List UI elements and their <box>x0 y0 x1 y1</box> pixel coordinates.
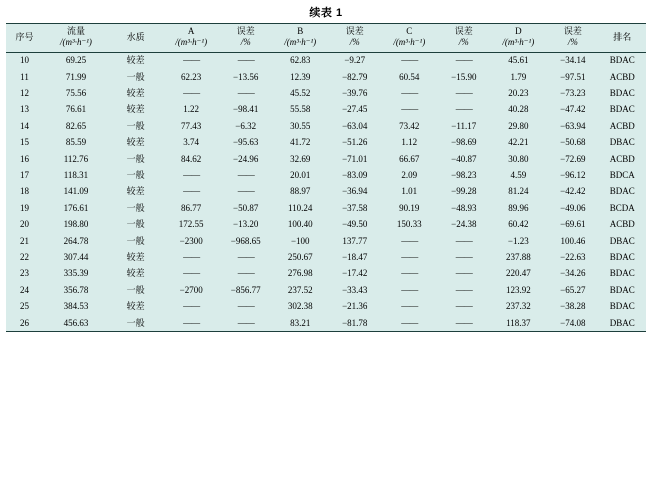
cell-water-quality: 一般 <box>126 120 145 131</box>
cell-rank: BDAC <box>609 284 635 295</box>
header-top-line: D <box>515 26 522 36</box>
cell-a: −2700 <box>179 284 203 295</box>
cell-flow: 198.80 <box>63 219 89 230</box>
cell-water-quality: 较差 <box>126 251 145 262</box>
cell-error-b: −9.27 <box>344 55 366 66</box>
cell-error-d: −69.61 <box>560 219 586 230</box>
cell-error-d: −97.51 <box>560 71 586 82</box>
cell-error-d: −72.69 <box>560 153 586 164</box>
cell-index: 15 <box>20 137 30 148</box>
cell-error-a: —— <box>237 317 254 328</box>
cell-index: 11 <box>20 71 29 82</box>
cell-flow: 82.65 <box>65 120 87 131</box>
cell-rank: ACBD <box>609 219 635 230</box>
cell-index: 14 <box>20 120 30 131</box>
cell-water-quality: 一般 <box>126 235 145 246</box>
cell-b: 110.24 <box>288 202 313 213</box>
cell-index: 20 <box>20 219 30 230</box>
table-row <box>6 216 646 232</box>
header-row <box>6 24 646 52</box>
table-row <box>6 282 646 298</box>
cell-error-b: −18.47 <box>342 251 368 262</box>
cell-b: 12.39 <box>290 71 311 82</box>
cell-a: —— <box>183 268 200 279</box>
cell-d: 1.79 <box>510 71 527 82</box>
cell-d: 30.80 <box>508 153 529 164</box>
cell-water-quality: 较差 <box>126 104 145 115</box>
table-row <box>6 85 646 101</box>
cell-water-quality: 一般 <box>126 153 145 164</box>
cell-error-d: −50.68 <box>560 137 586 148</box>
cell-index: 10 <box>20 55 30 66</box>
cell-b: 20.01 <box>290 170 311 181</box>
cell-a: 62.23 <box>181 71 202 82</box>
cell-a: —— <box>183 88 200 99</box>
column-header-d <box>490 24 548 52</box>
cell-c: 90.19 <box>399 202 420 213</box>
header-top-line: 流量 <box>66 26 85 36</box>
cell-error-d: −34.26 <box>560 268 586 279</box>
cell-a: —— <box>183 55 200 66</box>
cell-a: —— <box>183 186 200 197</box>
cell-error-b: −51.26 <box>342 137 368 148</box>
cell-b: 88.97 <box>290 186 311 197</box>
cell-error-a: —— <box>237 251 254 262</box>
header-bottom-line: /(m³·h⁻¹) <box>60 37 92 48</box>
cell-rank: BDCA <box>609 170 635 181</box>
cell-b: 276.98 <box>287 268 313 279</box>
table-row <box>6 233 646 249</box>
cell-c: 1.01 <box>401 186 418 197</box>
cell-d: 89.96 <box>508 202 529 213</box>
cell-error-b: −39.76 <box>342 88 368 99</box>
cell-b: 250.67 <box>287 251 313 262</box>
header-top-line: C <box>406 26 413 36</box>
cell-error-a: —— <box>237 170 254 181</box>
header-top-line: 水质 <box>126 31 145 42</box>
cell-error-a: —— <box>237 186 254 197</box>
header-top-line: B <box>297 26 304 36</box>
cell-c: 73.42 <box>399 120 420 131</box>
cell-b: −100 <box>290 235 310 246</box>
cell-rank: DBAC <box>609 235 635 246</box>
cell-water-quality: 较差 <box>126 268 145 279</box>
cell-d: 29.80 <box>508 120 529 131</box>
cell-c: —— <box>401 301 418 312</box>
cell-a: 86.77 <box>181 202 202 213</box>
cell-error-d: −49.06 <box>560 202 586 213</box>
header-top-line: 排名 <box>613 31 632 42</box>
header-bottom-line: /% <box>458 37 469 48</box>
table-row <box>6 151 646 167</box>
table-row <box>6 266 646 282</box>
cell-c: —— <box>401 104 418 115</box>
cell-rank: BDAC <box>609 301 635 312</box>
cell-rank: BDAC <box>609 55 635 66</box>
cell-d: 60.42 <box>508 219 529 230</box>
cell-rank: BDAC <box>609 104 635 115</box>
cell-index: 22 <box>20 251 30 262</box>
cell-d: 123.92 <box>505 284 531 295</box>
table-header <box>6 24 646 52</box>
cell-a: 77.43 <box>181 120 202 131</box>
cell-index: 13 <box>20 104 30 115</box>
cell-flow: 264.78 <box>63 235 89 246</box>
cell-a: —— <box>183 301 200 312</box>
table-row <box>6 52 646 69</box>
cell-c: 150.33 <box>396 219 422 230</box>
cell-error-c: —— <box>455 251 472 262</box>
cell-error-d: −22.63 <box>560 251 586 262</box>
cell-error-c: —— <box>455 284 472 295</box>
cell-flow: 456.63 <box>63 317 89 328</box>
cell-error-a: −13.56 <box>233 71 259 82</box>
cell-d: 40.28 <box>508 104 529 115</box>
cell-error-c: −11.17 <box>451 120 477 131</box>
cell-flow: 71.99 <box>65 71 87 82</box>
cell-flow: 69.25 <box>65 55 87 66</box>
data-table-container <box>6 23 646 332</box>
table-caption: 续表 1 <box>309 7 343 19</box>
cell-rank: DBAC <box>609 317 635 328</box>
cell-b: 237.52 <box>287 284 313 295</box>
cell-error-c: −15.90 <box>451 71 477 82</box>
cell-flow: 307.44 <box>63 251 89 262</box>
cell-d: −1.23 <box>507 235 529 246</box>
cell-d: 220.47 <box>505 268 531 279</box>
cell-d: 118.37 <box>506 317 531 328</box>
cell-flow: 75.56 <box>65 88 87 99</box>
cell-d: 81.24 <box>508 186 529 197</box>
cell-error-c: —— <box>455 268 472 279</box>
cell-a: 172.55 <box>178 219 204 230</box>
cell-water-quality: 较差 <box>126 137 145 148</box>
cell-error-c: −40.87 <box>451 153 477 164</box>
cell-error-b: −49.50 <box>342 219 368 230</box>
cell-error-c: −24.38 <box>451 219 477 230</box>
cell-b: 32.69 <box>290 153 311 164</box>
cell-b: 45.52 <box>290 88 311 99</box>
data-table <box>6 24 646 331</box>
cell-flow: 118.31 <box>63 170 89 181</box>
cell-error-c: —— <box>455 301 472 312</box>
cell-error-a: —— <box>237 268 254 279</box>
cell-b: 100.40 <box>287 219 313 230</box>
cell-flow: 141.09 <box>63 186 89 197</box>
table-row <box>6 200 646 216</box>
cell-water-quality: 一般 <box>126 170 145 181</box>
cell-flow: 112.76 <box>63 153 89 164</box>
cell-error-b: −37.58 <box>342 202 368 213</box>
table-row <box>6 298 646 314</box>
cell-index: 12 <box>20 88 30 99</box>
cell-c: 2.09 <box>401 170 418 181</box>
column-header-a <box>162 24 220 52</box>
cell-error-b: −71.01 <box>342 153 368 164</box>
cell-b: 41.72 <box>290 137 311 148</box>
cell-d: 237.88 <box>505 251 531 262</box>
cell-water-quality: 较差 <box>126 186 145 197</box>
cell-error-a: −13.20 <box>233 219 259 230</box>
header-top-line: A <box>187 26 195 36</box>
cell-error-d: −38.28 <box>560 301 586 312</box>
table-row <box>6 249 646 265</box>
cell-error-a: −95.63 <box>233 137 259 148</box>
cell-error-b: −27.45 <box>342 104 368 115</box>
cell-error-d: −34.14 <box>560 55 586 66</box>
cell-error-a: —— <box>237 88 254 99</box>
cell-a: 3.74 <box>183 137 200 148</box>
cell-c: —— <box>401 235 418 246</box>
header-bottom-line: /% <box>349 37 360 48</box>
cell-a: 1.22 <box>183 104 200 115</box>
header-bottom-line: /(m³·h⁻¹) <box>393 37 426 48</box>
cell-error-a: −856.77 <box>230 284 261 295</box>
cell-error-b: −17.42 <box>342 268 368 279</box>
cell-c: —— <box>401 317 418 328</box>
cell-a: 84.62 <box>181 153 202 164</box>
header-bottom-line: /% <box>240 37 251 48</box>
cell-index: 21 <box>20 235 30 246</box>
column-header-b <box>271 24 329 52</box>
cell-index: 23 <box>20 268 30 279</box>
cell-rank: BDAC <box>609 251 635 262</box>
cell-error-a: −24.96 <box>233 153 259 164</box>
cell-d: 237.32 <box>505 301 531 312</box>
cell-error-b: −82.79 <box>342 71 368 82</box>
cell-error-b: 137.77 <box>342 235 368 246</box>
cell-error-d: −42.42 <box>560 186 586 197</box>
table-row <box>6 315 646 331</box>
cell-c: —— <box>401 284 418 295</box>
header-top-line: 序号 <box>15 31 34 42</box>
cell-d: 45.61 <box>508 55 529 66</box>
cell-error-c: −98.23 <box>451 170 477 181</box>
column-header-error-a <box>220 24 271 52</box>
cell-error-c: −48.93 <box>451 202 477 213</box>
cell-water-quality: 较差 <box>126 88 145 99</box>
cell-a: −2300 <box>179 235 203 246</box>
cell-error-b: −83.09 <box>342 170 368 181</box>
cell-b: 83.21 <box>290 317 311 328</box>
cell-error-c: —— <box>455 235 472 246</box>
cell-flow: 85.59 <box>65 137 87 148</box>
cell-error-a: −968.65 <box>230 235 261 246</box>
cell-d: 42.21 <box>508 137 529 148</box>
cell-error-a: —— <box>237 301 254 312</box>
cell-index: 16 <box>20 153 30 164</box>
table-row <box>6 184 646 200</box>
cell-water-quality: 较差 <box>126 301 145 312</box>
header-top-line: 误差 <box>454 26 473 36</box>
header-top-line: 误差 <box>345 26 364 36</box>
cell-b: 55.58 <box>290 104 311 115</box>
cell-a: —— <box>183 317 200 328</box>
column-header-rank <box>599 24 646 52</box>
cell-a: —— <box>183 170 200 181</box>
table-row <box>6 134 646 150</box>
cell-error-c: —— <box>455 55 472 66</box>
cell-c: —— <box>401 88 418 99</box>
cell-error-d: −74.08 <box>560 317 586 328</box>
cell-error-d: −65.27 <box>560 284 586 295</box>
header-top-line: 误差 <box>236 26 255 36</box>
header-bottom-line: /(m³·h⁻¹) <box>502 37 535 48</box>
cell-index: 19 <box>20 202 30 213</box>
column-header-error-d <box>547 24 598 52</box>
cell-flow: 76.61 <box>65 104 87 115</box>
column-header-error-c <box>438 24 489 52</box>
cell-water-quality: 一般 <box>126 317 145 328</box>
cell-rank: DBAC <box>609 137 635 148</box>
cell-error-d: −96.12 <box>560 170 586 181</box>
table-row <box>6 102 646 118</box>
cell-error-b: −63.04 <box>342 120 368 131</box>
cell-index: 25 <box>20 301 30 312</box>
cell-rank: BDAC <box>609 88 635 99</box>
cell-a: —— <box>183 251 200 262</box>
cell-index: 17 <box>20 170 30 181</box>
table-row <box>6 167 646 183</box>
cell-c: 66.67 <box>399 153 420 164</box>
cell-error-c: —— <box>455 317 472 328</box>
column-header-index <box>6 24 43 52</box>
cell-flow: 176.61 <box>63 202 89 213</box>
cell-error-b: −36.94 <box>342 186 368 197</box>
cell-error-b: −33.43 <box>342 284 368 295</box>
table-row <box>6 118 646 134</box>
cell-index: 24 <box>20 284 30 295</box>
cell-water-quality: 一般 <box>126 71 145 82</box>
cell-water-quality: 一般 <box>126 284 145 295</box>
cell-rank: ACBD <box>609 71 635 82</box>
cell-error-a: −98.41 <box>233 104 259 115</box>
cell-water-quality: 一般 <box>126 202 145 213</box>
cell-error-d: −47.42 <box>560 104 586 115</box>
header-bottom-line: /(m³·h⁻¹) <box>284 37 317 48</box>
cell-rank: ACBD <box>609 120 635 131</box>
cell-water-quality: 一般 <box>126 219 145 230</box>
cell-flow: 335.39 <box>63 268 89 279</box>
column-header-error-b <box>329 24 380 52</box>
header-bottom-line: /% <box>567 37 578 48</box>
cell-c: 60.54 <box>399 71 420 82</box>
cell-c: 1.12 <box>401 137 418 148</box>
cell-index: 18 <box>20 186 30 197</box>
cell-b: 62.83 <box>290 55 311 66</box>
cell-error-c: —— <box>455 88 472 99</box>
cell-index: 26 <box>20 317 30 328</box>
cell-rank: BDAC <box>609 268 635 279</box>
cell-error-d: 100.46 <box>560 235 586 246</box>
cell-b: 30.55 <box>290 120 311 131</box>
cell-flow: 356.78 <box>63 284 89 295</box>
column-header-c <box>380 24 438 52</box>
cell-water-quality: 较差 <box>126 55 145 66</box>
cell-flow: 384.53 <box>63 301 89 312</box>
cell-error-d: −63.94 <box>560 120 586 131</box>
column-header-water-quality <box>109 24 163 52</box>
cell-rank: BCDA <box>609 202 635 213</box>
cell-error-a: —— <box>237 55 254 66</box>
header-bottom-line: /(m³·h⁻¹) <box>175 37 208 48</box>
cell-c: —— <box>401 268 418 279</box>
cell-c: —— <box>401 55 418 66</box>
cell-error-d: −73.23 <box>560 88 586 99</box>
cell-b: 302.38 <box>287 301 313 312</box>
table-row <box>6 69 646 85</box>
column-header-flow <box>43 24 109 52</box>
cell-c: —— <box>401 251 418 262</box>
cell-rank: ACBD <box>609 153 635 164</box>
cell-error-c: −98.69 <box>451 137 477 148</box>
cell-error-a: −50.87 <box>233 202 259 213</box>
cell-error-c: −99.28 <box>451 186 477 197</box>
table-body <box>6 52 646 331</box>
cell-d: 4.59 <box>510 170 527 181</box>
cell-d: 20.23 <box>508 88 529 99</box>
cell-error-c: —— <box>455 104 472 115</box>
cell-error-b: −81.78 <box>342 317 368 328</box>
header-top-line: 误差 <box>563 26 582 36</box>
cell-rank: BDAC <box>609 186 635 197</box>
cell-error-b: −21.36 <box>342 301 368 312</box>
cell-error-a: −6.32 <box>235 120 257 131</box>
